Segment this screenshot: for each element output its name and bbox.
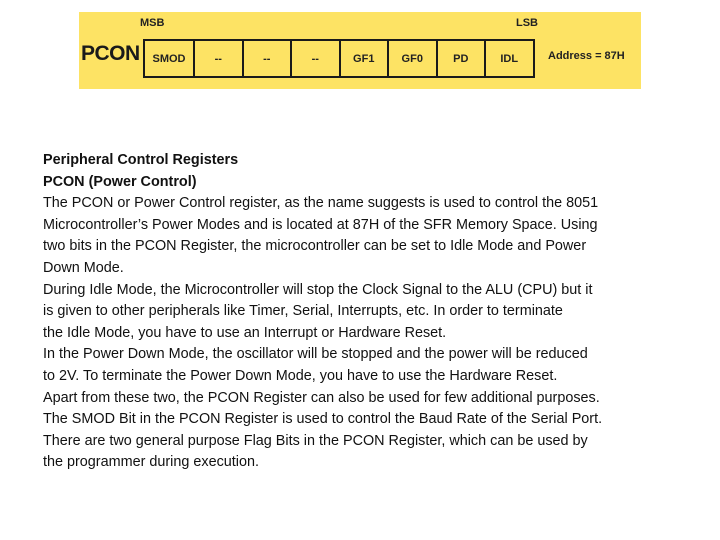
bit-cell-3: GF1 — [341, 41, 390, 76]
text-line: During Idle Mode, the Microcontroller will stop the Clock Signal to the ALU (CPU) but it — [43, 281, 593, 298]
text-line: The SMOD Bit in the PCON Register is used to control the Baud Rate of the Serial Port. — [43, 411, 603, 428]
msb-label: MSB — [140, 17, 165, 29]
bit-cell-6: -- — [195, 41, 244, 76]
section-heading: Peripheral Control Registers — [43, 152, 239, 168]
bit-cell-1: PD — [438, 41, 487, 76]
bit-cell-0: IDL — [486, 41, 535, 76]
text-line: is given to other peripherals like Timer, Serial, Interrupts, etc. In order to terminate — [43, 303, 563, 320]
register-address: Address = 87H — [548, 50, 625, 62]
text-line: The PCON or Power Control register, as the name suggests is used to control the 8051 — [43, 195, 599, 212]
text-line: the programmer during execution. — [43, 454, 259, 471]
register-bits-row — [143, 39, 535, 78]
text-line: Down Mode. — [43, 259, 124, 276]
subsection-heading: PCON (Power Control) — [43, 173, 197, 190]
bit-cell-5: -- — [244, 41, 293, 76]
text-line: two bits in the PCON Register, the microcontroller can be set to Idle Mode and Power — [43, 238, 587, 255]
bit-cell-2: GF0 — [389, 41, 438, 76]
bit-cell-4: -- — [292, 41, 341, 76]
pcon-register-diagram — [79, 12, 641, 89]
text-line: In the Power Down Mode, the oscillator will be stopped and the power will be reduced — [43, 346, 588, 363]
text-line: Apart from these two, the PCON Register can also be used for few additional purposes. — [43, 389, 600, 406]
bit-cell-7: SMOD — [145, 41, 195, 76]
text-line: to 2V. To terminate the Power Down Mode, you have to use the Hardware Reset. — [43, 367, 558, 384]
register-name: PCON — [81, 42, 140, 65]
text-line: the Idle Mode, you have to use an Interrupt or Hardware Reset. — [43, 324, 447, 341]
description-text — [43, 150, 693, 474]
text-line: There are two general purpose Flag Bits in the PCON Register, which can be used by — [43, 432, 588, 449]
text-line: Microcontroller’s Power Modes and is located at 87H of the SFR Memory Space. Using — [43, 216, 598, 233]
lsb-label: LSB — [516, 17, 538, 29]
